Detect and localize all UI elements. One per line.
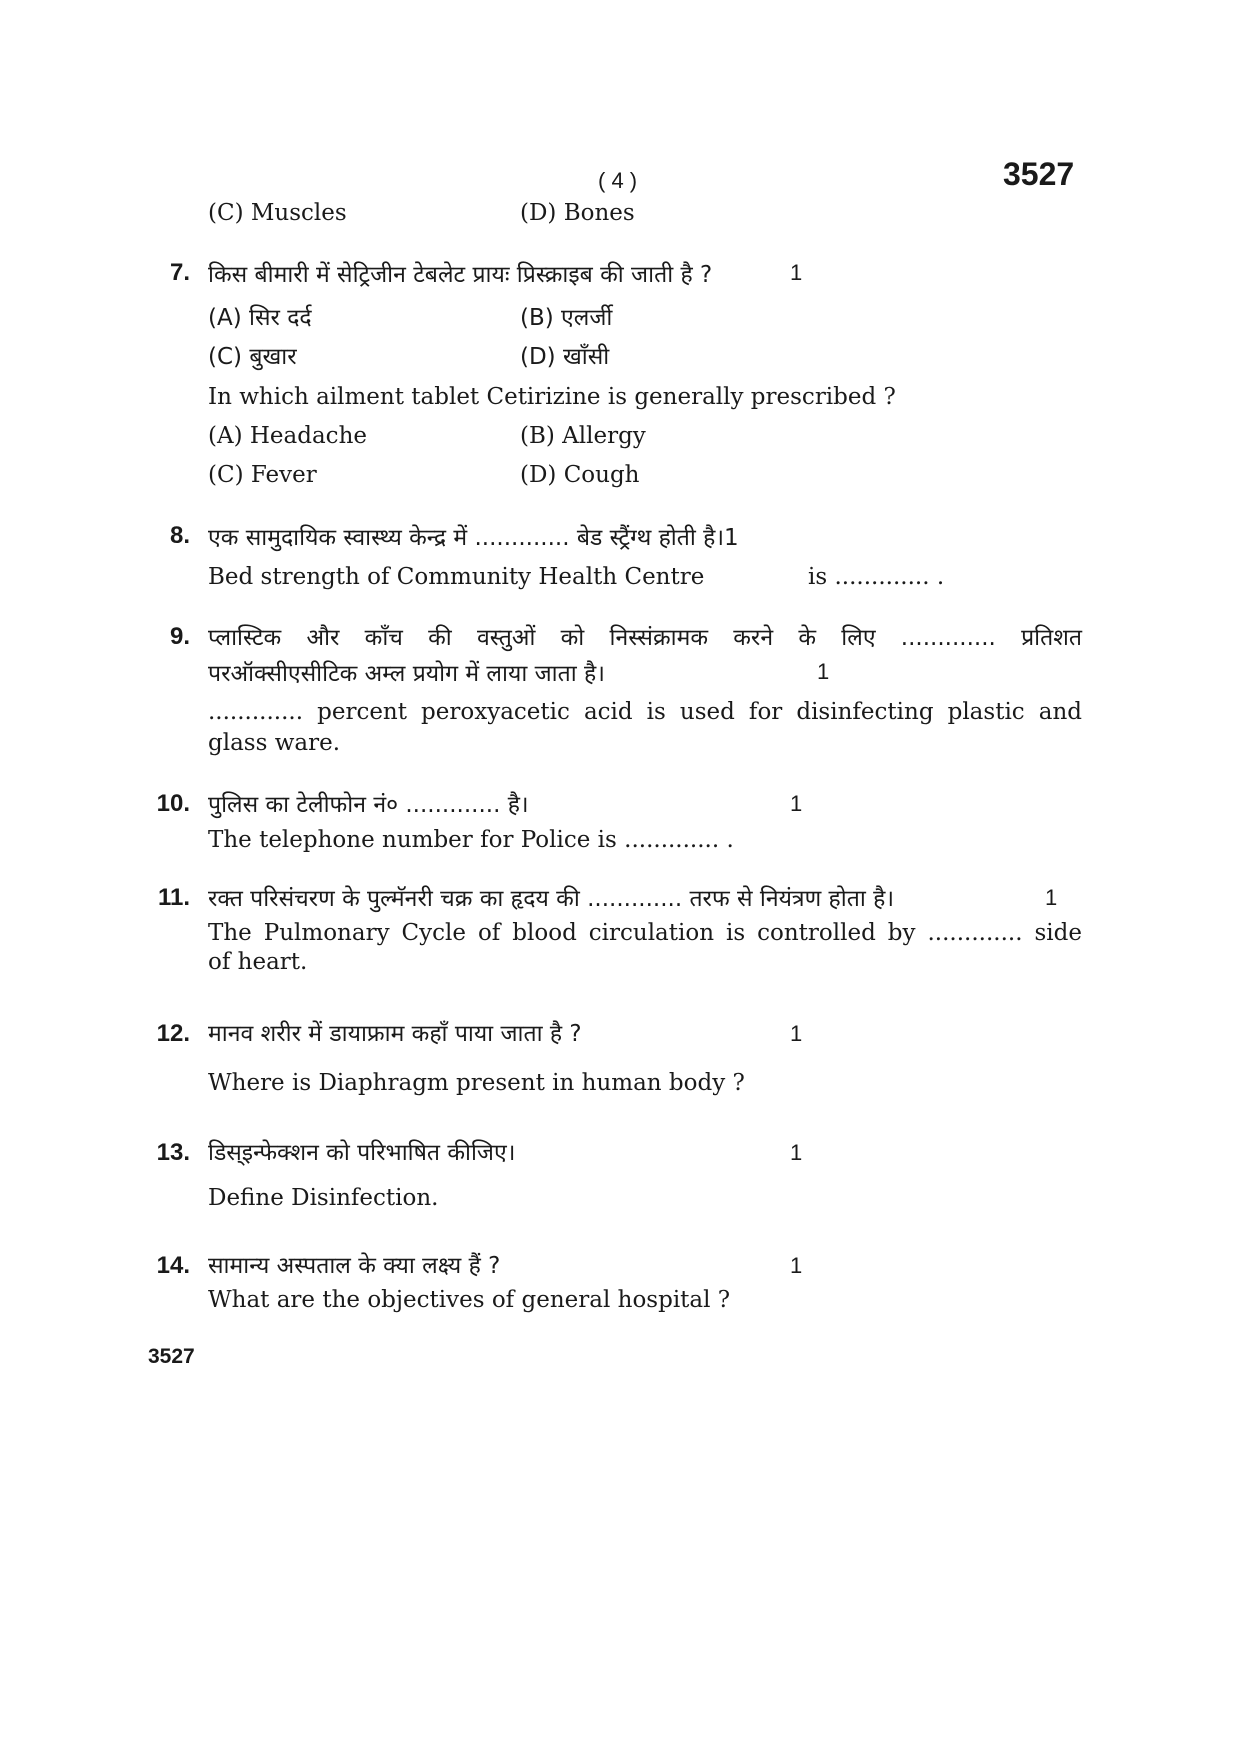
q7-english-option-c: (C) Fever <box>208 462 317 488</box>
q14-marks: 1 <box>790 1253 803 1278</box>
paper-code-header: 3527 <box>1003 156 1075 192</box>
q8-english-blank: is ............. . <box>808 564 945 590</box>
q6-option-d: (D) Bones <box>520 200 635 226</box>
q10-marks: 1 <box>790 791 803 816</box>
q7-hindi-option-b: (B) एलर्जी <box>520 305 613 331</box>
q7-hindi-text: किस बीमारी में सेट्रिजीन टेबलेट प्रायः प्रिस्क्राइब की जाती है ? <box>208 262 713 288</box>
q7-hindi-option-d: (D) खाँसी <box>520 344 610 370</box>
q9-hindi-line1: प्लास्टिक और काँच की वस्तुओं को निस्संक्रामक करने के लिए ............. प्रतिशत <box>208 625 1082 651</box>
q10-number: 10. <box>156 790 190 817</box>
q12-number: 12. <box>156 1020 190 1047</box>
q13-number: 13. <box>156 1139 190 1166</box>
q7-number: 7. <box>169 259 190 286</box>
q11-hindi-text: रक्त परिसंचरण के पुल्मॅनरी चक्र का हृदय की ............. तरफ से नियंत्रण होता है। <box>208 886 895 912</box>
q10-english-text: The telephone number for Police is ............. . <box>208 827 734 853</box>
q14-number: 14. <box>156 1252 190 1279</box>
q9-hindi-line2: परऑक्सीएसीटिक अम्ल प्रयोग में लाया जाता है। <box>208 661 605 687</box>
q7-marks: 1 <box>790 260 803 285</box>
q13-hindi-text: डिस्इन्फेक्शन को परिभाषित कीजिए। <box>208 1140 516 1166</box>
q8-english-text: Bed strength of Community Health Centre <box>208 564 705 590</box>
q14-hindi-text: सामान्य अस्पताल के क्या लक्ष्य हैं ? <box>208 1253 501 1279</box>
q11-english-line1: The Pulmonary Cycle of blood circulation is controlled by ............. side <box>208 920 1082 946</box>
paper-code-footer: 3527 <box>148 1345 195 1368</box>
q12-english-text: Where is Diaphragm present in human body ? <box>208 1070 745 1096</box>
q7-english-option-b: (B) Allergy <box>520 423 646 449</box>
q11-number: 11. <box>157 884 190 911</box>
q9-english-line1: ............. percent peroxyacetic acid is used for disinfecting plastic and <box>208 699 1082 725</box>
q6-option-c: (C) Muscles <box>208 200 347 226</box>
q7-english-option-d: (D) Cough <box>520 462 640 488</box>
q11-english-line2: of heart. <box>208 949 308 975</box>
q9-english-line2: glass ware. <box>208 730 341 756</box>
q7-english-option-a: (A) Headache <box>208 423 367 449</box>
q8-number: 8. <box>169 522 190 549</box>
q9-number: 9. <box>169 623 190 650</box>
q10-hindi-text: पुलिस का टेलीफोन नं० ............. है। <box>208 792 529 818</box>
q7-english-text: In which ailment tablet Cetirizine is generally prescribed ? <box>208 384 896 410</box>
q12-hindi-text: मानव शरीर में डायाफ्राम कहाँ पाया जाता है ? <box>208 1021 582 1047</box>
q12-marks: 1 <box>790 1021 803 1046</box>
q13-english-text: Define Disinfection. <box>208 1185 439 1211</box>
q7-hindi-option-c: (C) बुखार <box>208 344 297 370</box>
q11-marks: 1 <box>1045 885 1058 910</box>
page-number: ( 4 ) <box>598 168 638 193</box>
q9-marks: 1 <box>817 659 830 684</box>
q14-english-text: What are the objectives of general hospital ? <box>208 1287 731 1313</box>
q8-hindi-text: एक सामुदायिक स्वास्थ्य केन्द्र में ............. बेड स्ट्रैंग्थ होती है।1 <box>208 525 739 551</box>
q13-marks: 1 <box>790 1140 803 1165</box>
q7-hindi-option-a: (A) सिर दर्द <box>208 305 312 331</box>
